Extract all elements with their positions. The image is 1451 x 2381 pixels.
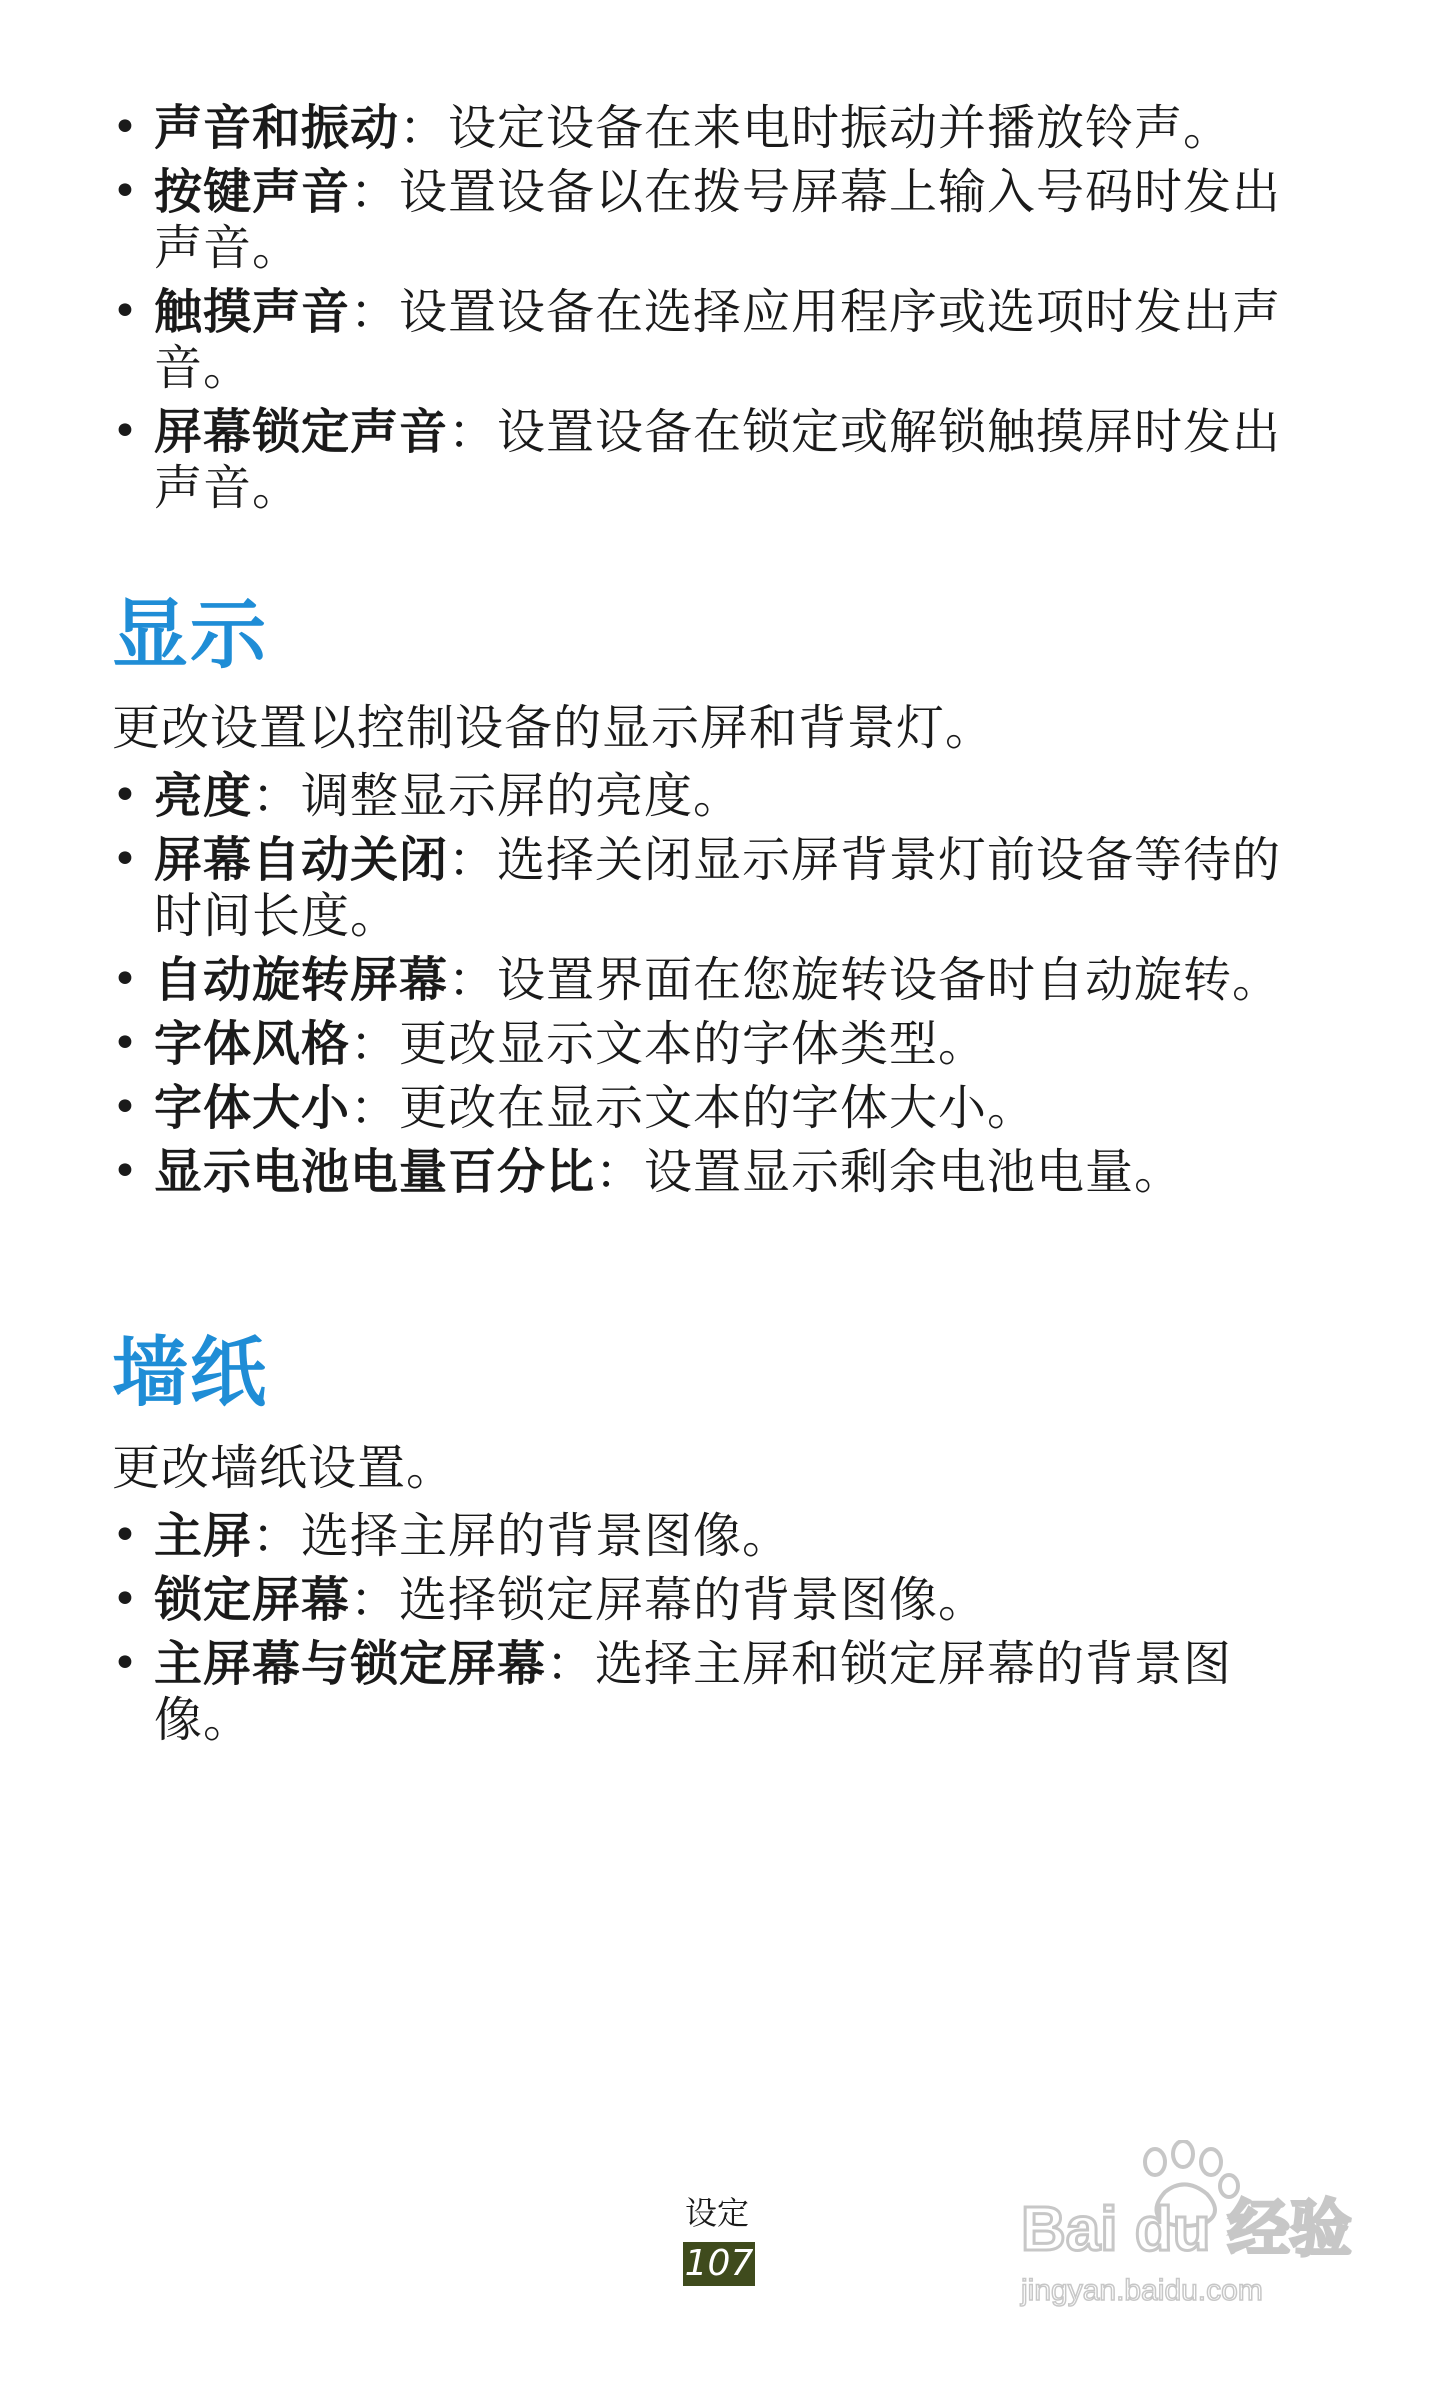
item-description: ：选择关闭显示屏背景灯前设备等待的时间长度。 <box>154 832 1282 944</box>
item-term: 屏幕自动关闭 <box>154 832 449 888</box>
item-description: ：更改显示文本的字体类型。 <box>350 1016 988 1072</box>
item-term: 显示电池电量百分比 <box>154 1144 596 1200</box>
wallpaper-settings-list <box>112 1508 1292 1756</box>
item-term: 锁定屏幕 <box>154 1572 351 1628</box>
sound-settings-list <box>112 100 1292 524</box>
item-description: ：设置设备以在拨号屏幕上输入号码时发出声音。 <box>154 164 1282 276</box>
item-description: ：设置界面在您旋转设备时自动旋转。 <box>448 952 1282 1008</box>
list-item <box>112 1144 1292 1200</box>
list-item <box>112 768 1292 824</box>
page-number: 107 <box>684 2243 754 2284</box>
footer-section-label: 设定 <box>685 2194 750 2232</box>
list-item <box>112 100 1292 156</box>
watermark-logo-text: Bai du 经验 <box>1021 2195 1352 2264</box>
item-description: ：更改在显示文本的字体大小。 <box>350 1080 1037 1136</box>
display-settings-list <box>112 768 1292 1208</box>
item-term: 亮度 <box>154 768 253 824</box>
baidu-jingyan-watermark <box>1015 2140 1375 2310</box>
wallpaper-section-intro: 更改墙纸设置。 <box>112 1440 456 1496</box>
watermark-url-text: jingyan.baidu.com <box>1021 2274 1263 2307</box>
list-item <box>112 952 1292 1008</box>
item-term: 主屏幕与锁定屏幕 <box>154 1636 547 1692</box>
display-section-heading: 显示 <box>112 590 268 679</box>
item-description: ：选择主屏和锁定屏幕的背景图像。 <box>154 1636 1233 1748</box>
list-item <box>112 1080 1292 1136</box>
list-item <box>112 1572 1292 1628</box>
item-term: 触摸声音 <box>154 284 351 340</box>
list-item <box>112 1016 1292 1072</box>
list-item <box>112 1636 1292 1748</box>
item-description: ：设置设备在锁定或解锁触摸屏时发出声音。 <box>154 404 1282 516</box>
item-description: ：设置设备在选择应用程序或选项时发出声音。 <box>154 284 1282 396</box>
list-item <box>112 404 1292 516</box>
item-description: ：选择锁定屏幕的背景图像。 <box>350 1572 988 1628</box>
item-term: 声音和振动 <box>154 100 400 156</box>
list-item <box>112 1508 1292 1564</box>
list-item <box>112 164 1292 276</box>
item-description: ：设定设备在来电时振动并播放铃声。 <box>399 100 1233 156</box>
item-term: 按键声音 <box>154 164 351 220</box>
list-item <box>112 832 1292 944</box>
item-term: 主屏 <box>154 1508 253 1564</box>
item-description: ：选择主屏的背景图像。 <box>252 1508 792 1564</box>
item-description: ：调整显示屏的亮度。 <box>252 768 743 824</box>
display-section-intro: 更改设置以控制设备的显示屏和背景灯。 <box>112 700 995 756</box>
list-item <box>112 284 1292 396</box>
wallpaper-section-heading: 墙纸 <box>112 1328 268 1417</box>
item-term: 字体风格 <box>154 1016 351 1072</box>
item-term: 字体大小 <box>154 1080 351 1136</box>
paw-icon <box>1015 2140 1375 2310</box>
item-term: 自动旋转屏幕 <box>154 952 449 1008</box>
item-description: ：设置显示剩余电池电量。 <box>595 1144 1184 1200</box>
item-term: 屏幕锁定声音 <box>154 404 449 460</box>
